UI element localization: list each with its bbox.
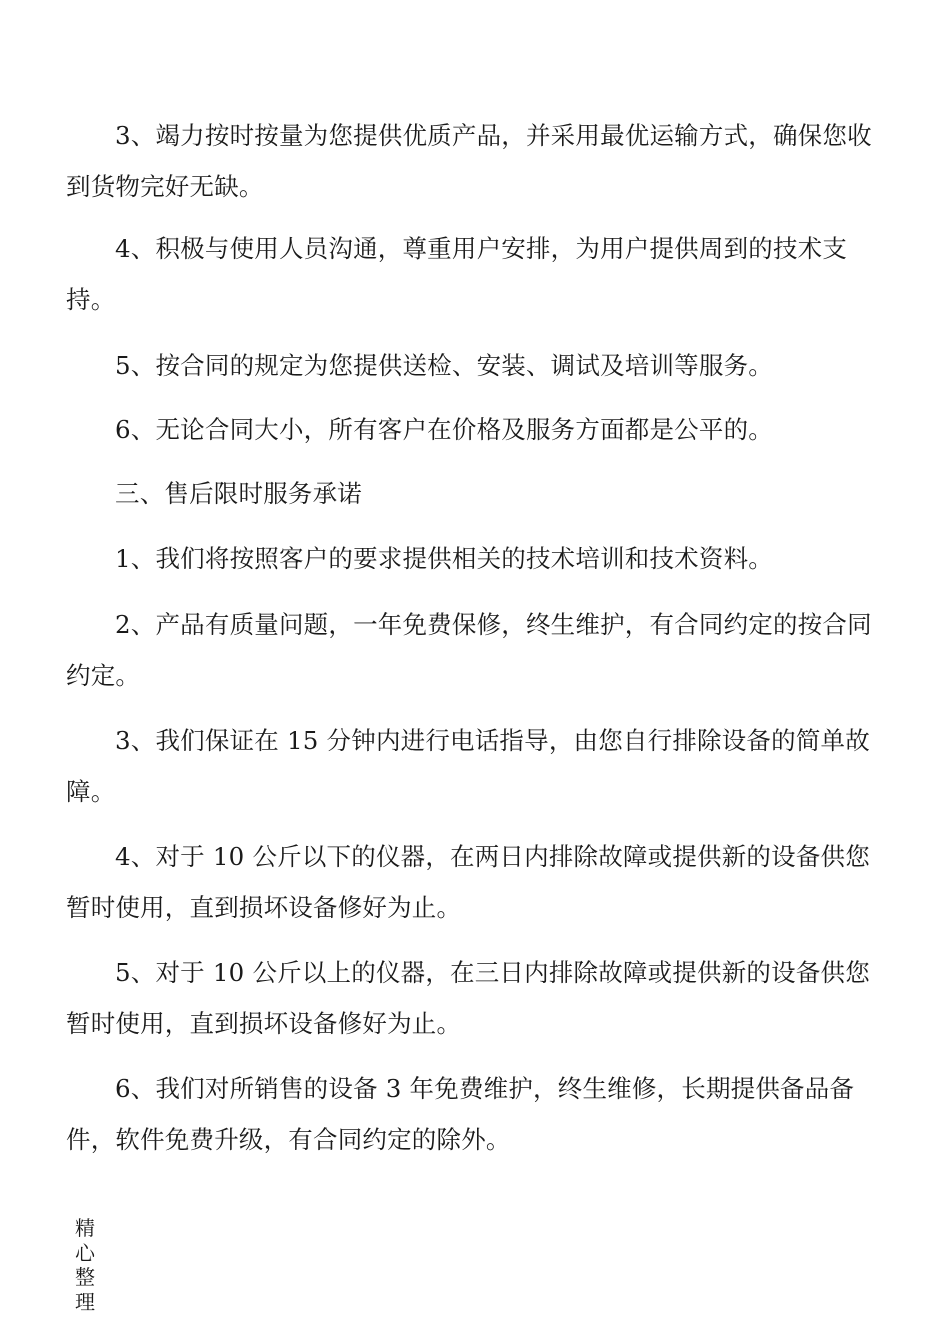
paragraph-commitment-5: 5、按合同的规定为您提供送检、安装、调试及培训等服务。 [115, 351, 773, 380]
paragraph-commitment-6: 6、无论合同大小，所有客户在价格及服务方面都是公平的。 [115, 415, 773, 444]
paragraph-after-sales-3: 3、我们保证在 15 分钟内进行电话指导，由您自行排除设备的简单故障。 [66, 726, 870, 806]
paragraph-after-sales-5: 5、对于 10 公斤以上的仪器，在三日内排除故障或提供新的设备供您暂时使用，直到损坏设备修好为止。 [66, 958, 870, 1038]
footer-vertical-text [70, 1216, 100, 1314]
footer-char: 心 [75, 1240, 95, 1265]
paragraph-commitment-4: 4、积极与使用人员沟通，尊重用户安排，为用户提供周到的技术支持。 [66, 234, 848, 314]
section-heading-after-sales: 三、售后限时服务承诺 [115, 479, 362, 508]
footer-char: 精 [75, 1216, 95, 1240]
paragraph-after-sales-4: 4、对于 10 公斤以下的仪器，在两日内排除故障或提供新的设备供您暂时使用，直到损坏设备修好为止。 [66, 842, 870, 922]
paragraph-after-sales-6: 6、我们对所销售的设备 3 年免费维护，终生维修，长期提供备品备件，软件免费升级，有合同约定的除外。 [66, 1074, 855, 1154]
footer-char: 理 [75, 1289, 95, 1314]
paragraph-commitment-3: 3、竭力按时按量为您提供优质产品，并采用最优运输方式，确保您收到货物完好无缺。 [66, 121, 872, 201]
paragraph-after-sales-1: 1、我们将按照客户的要求提供相关的技术培训和技术资料。 [115, 544, 773, 573]
footer-char: 整 [75, 1265, 95, 1289]
paragraph-after-sales-2: 2、产品有质量问题，一年免费保修，终生维护，有合同约定的按合同约定。 [66, 610, 872, 690]
